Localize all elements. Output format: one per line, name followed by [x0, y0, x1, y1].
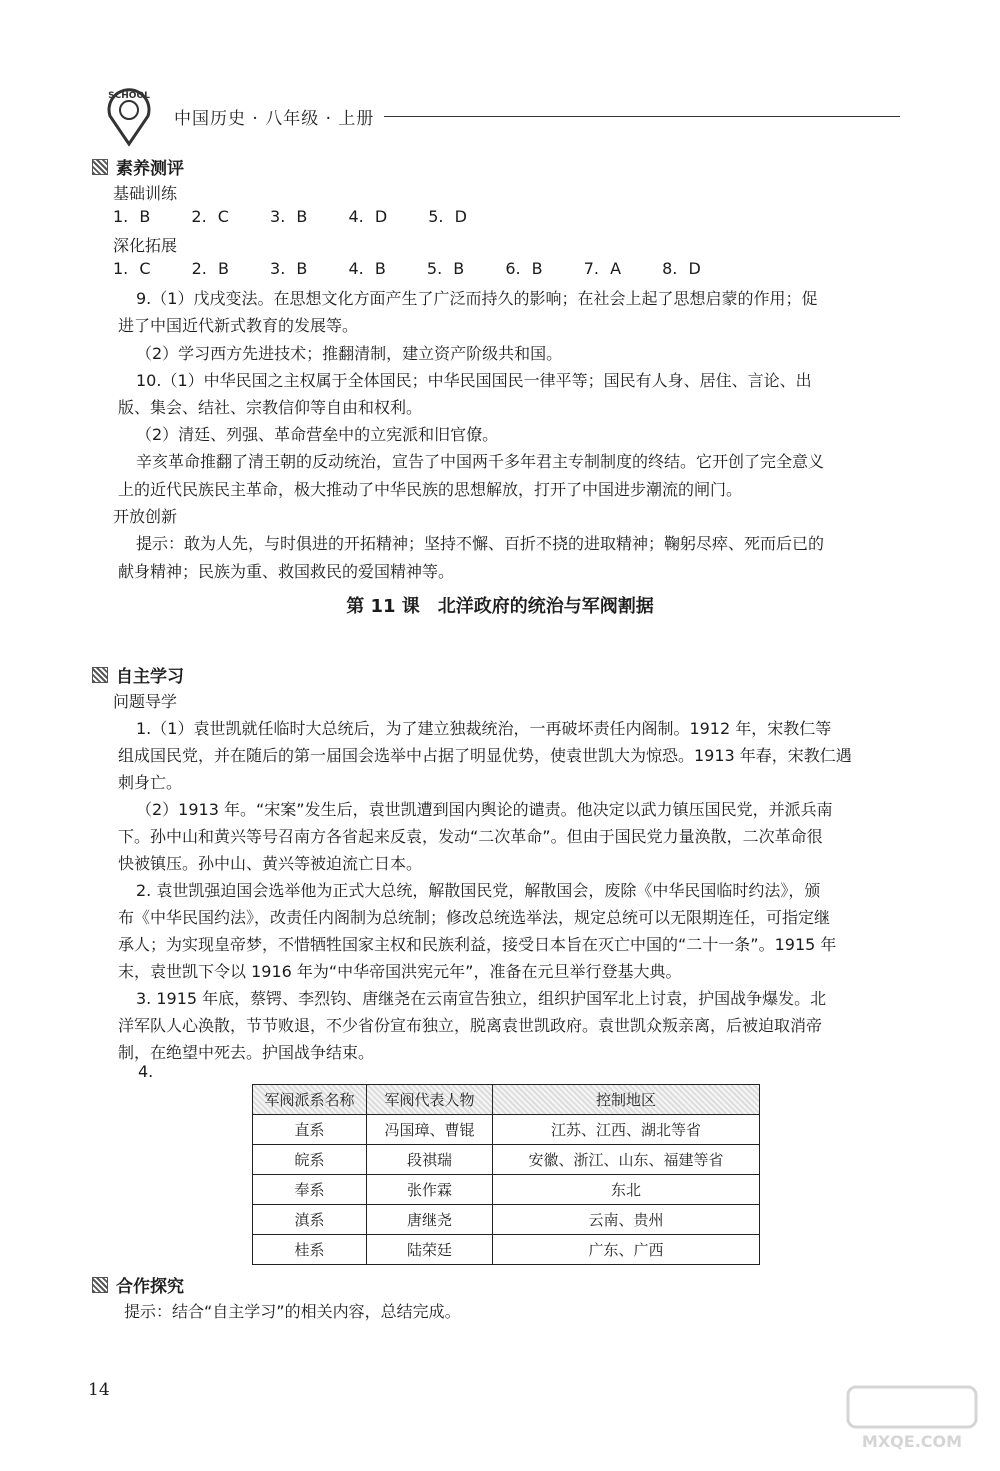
table-row	[253, 1115, 760, 1145]
paragraph-line: 9.（1）戊戌变法。在思想文化方面产生了广泛而持久的影响；在社会上起了思想启蒙的作用；促	[136, 289, 818, 308]
logo-text: SCHOOL	[108, 91, 150, 101]
answer-item: 5. B	[426, 259, 465, 278]
paragraph-line: 刺身亡。	[118, 773, 183, 792]
table-cell: 东北	[493, 1175, 760, 1205]
paragraph-line: （2）清廷、列强、革命营垒中的立宪派和旧官僚。	[136, 425, 499, 444]
paragraph-line: 承人；为实现皇帝梦，不惜牺牲国家主权和民族利益，接受日本旨在灭亡中国的“二十一条”。1915 年	[118, 935, 837, 954]
table-header: 军阀派系名称	[253, 1085, 367, 1115]
table-header-row	[253, 1085, 760, 1115]
paragraph-line: 辛亥革命推翻了清王朝的反动统治，宣告了中国两千多年君主专制制度的终结。它开创了完全意义	[136, 452, 825, 471]
basic-answers	[113, 207, 497, 226]
table-row	[253, 1175, 760, 1205]
section-heading-cooperative-inquiry	[92, 1272, 184, 1297]
section-title: 合作探究	[116, 1277, 184, 1297]
page-number: 14	[88, 1380, 110, 1400]
school-logo	[98, 86, 160, 148]
section-marker-icon	[92, 667, 108, 683]
book-title: 中国历史 · 八年级 · 上册	[174, 109, 375, 129]
table-cell: 段祺瑞	[367, 1145, 493, 1175]
paragraph-line: 1.（1）袁世凯就任临时大总统后，为了建立独裁统治，一再破坏责任内阁制。1912 年，宋教仁等	[136, 719, 832, 738]
deep-answers	[113, 259, 731, 278]
table-cell: 云南、贵州	[493, 1205, 760, 1235]
answer-item: 5. D	[428, 207, 467, 226]
header-rule	[384, 116, 900, 117]
open-innovation-label: 开放创新	[113, 507, 178, 526]
section-marker-icon	[92, 159, 108, 175]
paragraph-line: 10.（1）中华民国之主权属于全体国民；中华民国国民一律平等；国民有人身、居住、言论、出	[136, 371, 812, 390]
paragraph-line: 快被镇压。孙中山、黄兴等被迫流亡日本。	[118, 854, 423, 873]
section-title: 素养测评	[116, 159, 184, 179]
table-cell: 张作霖	[367, 1175, 493, 1205]
paragraph-line: 3. 1915 年底，蔡锷、李烈钧、唐继尧在云南宣告独立，组织护国军北上讨袁，护国战争爆发。北	[136, 989, 827, 1008]
table-cell: 桂系	[253, 1235, 367, 1265]
paragraph-line: 洋军队人心涣散，节节败退，不少省份宣布独立，脱离袁世凯政府。袁世凯众叛亲离，后被迫取消帝	[118, 1016, 823, 1035]
paragraph-line: 上的近代民族民主革命，极大推动了中华民族的思想解放，打开了中国进步潮流的闸门。	[118, 480, 743, 499]
paragraph-line: 2. 袁世凯强迫国会选举他为正式大总统，解散国民党，解散国会，废除《中华民国临时约法》，颁	[136, 881, 821, 900]
table-row	[253, 1235, 760, 1265]
table-header: 控制地区	[493, 1085, 760, 1115]
answer-item: 1. C	[113, 259, 151, 278]
paragraph-line: 提示：结合“自主学习”的相关内容，总结完成。	[124, 1302, 461, 1321]
watermark-text: MXQE.COM	[861, 1432, 963, 1451]
question-guide-label: 问题导学	[113, 692, 178, 711]
paragraph-line: 组成国民党，并在随后的第一届国会选举中占据了明显优势，使袁世凯大为惊恐。1913 年春，宋教仁遇	[118, 746, 852, 765]
table-cell: 陆荣廷	[367, 1235, 493, 1265]
paragraph-line: 进了中国近代新式教育的发展等。	[118, 316, 359, 335]
paragraph-line: 布《中华民国约法》，改责任内阁制为总统制；修改总统选举法，规定总统可以无限期连任，可指定继	[118, 908, 831, 927]
answer-item: 4. D	[348, 207, 388, 226]
table-cell: 皖系	[253, 1145, 367, 1175]
table-cell: 安徽、浙江、山东、福建等省	[493, 1145, 760, 1175]
table-cell: 直系	[253, 1115, 367, 1145]
paragraph-line: 版、集会、结社、宗教信仰等自由和权利。	[118, 398, 423, 417]
answer-item: 8. D	[662, 259, 701, 278]
paragraph-line: 献身精神；民族为重、救国救民的爱国精神等。	[118, 562, 455, 581]
answer-item: 4. B	[348, 259, 386, 278]
warlord-table	[252, 1084, 760, 1265]
answer-item: 6. B	[505, 259, 543, 278]
paragraph-line: （2）1913 年。“宋案”发生后，袁世凯遭到国内舆论的谴责。他决定以武力镇压国民党，并派兵南	[136, 800, 833, 819]
table-cell: 江苏、江西、湖北等省	[493, 1115, 760, 1145]
answer-item: 1. B	[113, 207, 151, 226]
table-cell: 滇系	[253, 1205, 367, 1235]
lesson-title: 第 11 课 北洋政府的统治与军阀割据	[346, 596, 654, 617]
table-cell: 唐继尧	[367, 1205, 493, 1235]
table-cell: 冯国璋、曹锟	[367, 1115, 493, 1145]
answer-item: 2. B	[191, 259, 229, 278]
answer-item: 2. C	[191, 207, 229, 226]
answer-item: 3. B	[270, 207, 308, 226]
paragraph-line: 末，袁世凯下令以 1916 年为“中华帝国洪宪元年”，准备在元旦举行登基大典。	[118, 962, 682, 981]
paragraph-line: 提示：敢为人先，与时俱进的开拓精神；坚持不懈、百折不挠的进取精神；鞠躬尽瘁、死而后已的	[136, 534, 825, 553]
deep-extension-label: 深化拓展	[113, 236, 178, 255]
paragraph-line: （2）学习西方先进技术；推翻清制，建立资产阶级共和国。	[136, 344, 563, 363]
paragraph-line: 制，在绝望中死去。护国战争结束。	[118, 1043, 375, 1062]
table-cell: 奉系	[253, 1175, 367, 1205]
table-header: 军阀代表人物	[367, 1085, 493, 1115]
watermark-logo	[842, 1383, 982, 1453]
section-marker-icon	[92, 1277, 108, 1293]
section-heading-self-study	[92, 662, 184, 687]
paragraph-line: 下。孙中山和黄兴等号召南方各省起来反袁，发动“二次革命”。但由于国民党力量涣散，二次革命很	[118, 827, 823, 846]
table-cell: 广东、广西	[493, 1235, 760, 1265]
section-title: 自主学习	[116, 667, 184, 687]
table-row	[253, 1145, 760, 1175]
table-row	[253, 1205, 760, 1235]
answer-item: 3. B	[270, 259, 308, 278]
question-4-label: 4.	[138, 1062, 154, 1081]
section-heading-assessment	[92, 154, 184, 179]
basic-training-label: 基础训练	[113, 184, 178, 203]
answer-item: 7. A	[583, 259, 622, 278]
